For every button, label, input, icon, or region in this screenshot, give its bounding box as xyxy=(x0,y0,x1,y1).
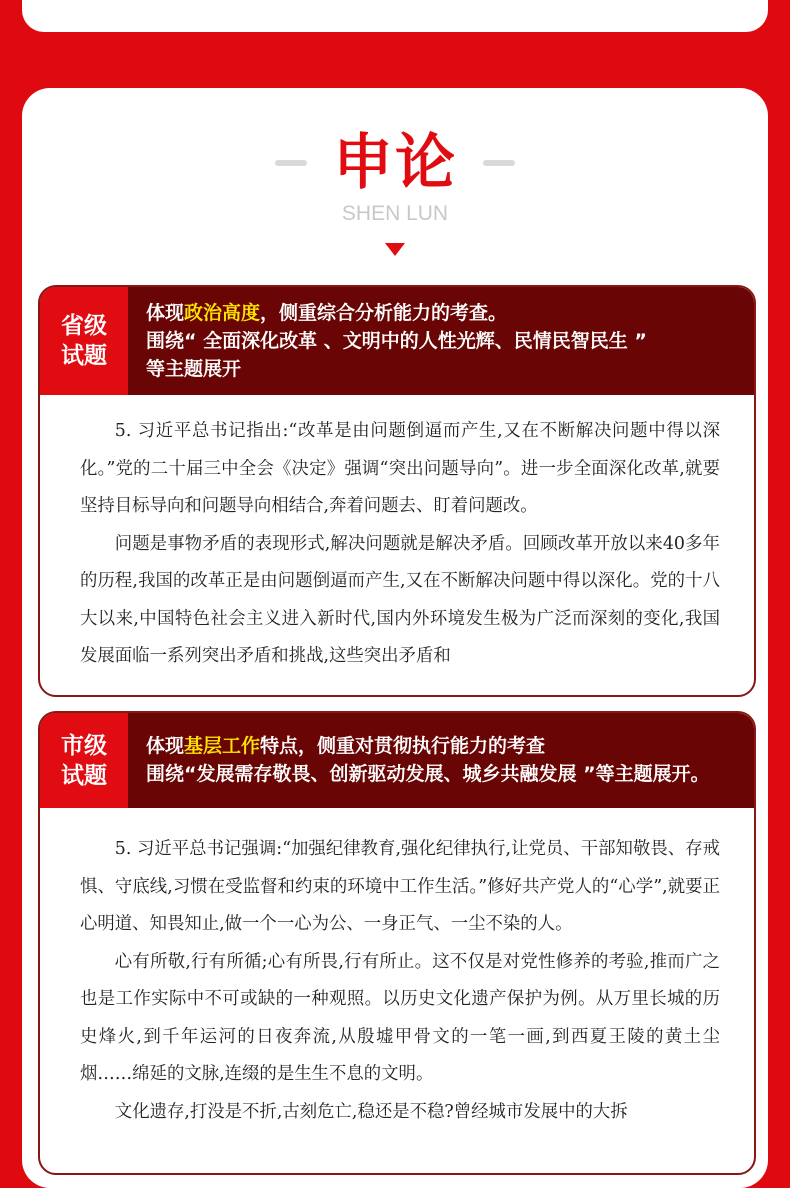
description-line1 xyxy=(146,732,746,760)
badge-line2: 试题 xyxy=(61,762,107,789)
municipal-exam-header xyxy=(40,713,754,808)
provincial-exam-header xyxy=(40,287,754,395)
description-suffix: 特点，侧重对贯彻执行能力的考查 xyxy=(260,735,546,757)
description-prefix: 体现 xyxy=(146,302,185,324)
excerpt-paragraph: 文化遗存,打没是不折,古刻危亡,稳还是不稳?曾经城市发展中的大拆 xyxy=(114,1101,628,1122)
description-line1 xyxy=(146,299,746,327)
badge-line1: 市级 xyxy=(61,732,107,759)
municipal-exam-section xyxy=(38,711,756,1175)
excerpt-paragraph: 心有所敬,行有所循;心有所畏,行有所止。这不仅是对党性修养的考验,推而广之也是工作实际中不可或缺的一种观照。以历史文化遗产保护为例。从万里长城的历史烽火,到千年运河的日夜奔流,从殷墟甲骨文的一笔一画,到西夏王陵的黄土尘烟……绵延的文脉,连缀的是生生不息的文明。 xyxy=(80,951,720,1084)
excerpt-paragraph: 问题是事物矛盾的表现形式,解决问题就是解决矛盾。回顾改革开放以来40多年的历程,我国的改革正是由问题倒逼而产生,又在不断解决问题中得以深化。党的十八大以来,中国特色社会主义进入新时代,国内外环境发生极为广泛而深刻的变化,我国发展面临一系列突出矛盾和挑战,这些突出矛盾和 xyxy=(80,533,720,666)
provincial-exam-badge xyxy=(40,287,128,395)
badge-line2: 试题 xyxy=(61,343,107,369)
municipal-exam-badge xyxy=(40,713,128,808)
description-line3: 等主题展开 xyxy=(146,358,242,380)
heading-title: 申论 xyxy=(333,128,457,198)
badge-line1: 省级 xyxy=(61,313,107,339)
description-highlight: 基层工作 xyxy=(184,735,261,757)
excerpt-paragraph: 5. 习近平总书记指出:“改革是由问题倒逼而产生,又在不断解决问题中得以深化。”党的二十届三中全会《决定》强调“突出问题导向”。进一步全面深化改革,就要坚持目标导向和问题导向相结合,奔着问题去、盯着问题改。 xyxy=(80,421,720,516)
description-highlight: 政治高度 xyxy=(184,302,261,324)
municipal-exam-description xyxy=(146,732,746,788)
municipal-exam-excerpt xyxy=(80,831,720,1131)
provincial-exam-description xyxy=(146,299,746,383)
down-triangle-icon xyxy=(385,243,405,256)
heading-subtitle: SHEN LUN xyxy=(341,202,449,225)
excerpt-paragraph: 5. 习近平总书记强调:“加强纪律教育,强化纪律执行,让党员、干部知敬畏、存戒惧、守底线,习惯在受监督和约束的环境中工作生活。”修好共产党人的“心学”,就要正心明道、知畏知止,做一个一心为公、一身正气、一尘不染的人。 xyxy=(80,839,720,934)
provincial-exam-excerpt xyxy=(80,413,720,676)
section-heading xyxy=(0,0,790,260)
description-line2: 围绕“ 全面深化改革 、文明中的人性光辉、民情民智民生 ” xyxy=(146,330,647,352)
provincial-exam-section xyxy=(38,285,756,697)
description-suffix: ，侧重综合分析能力的考查。 xyxy=(260,302,508,324)
description-line2: 围绕“发展需存敬畏、创新驱动发展、城乡共融发展 ”等主题展开。 xyxy=(146,763,710,785)
description-prefix: 体现 xyxy=(146,735,185,757)
